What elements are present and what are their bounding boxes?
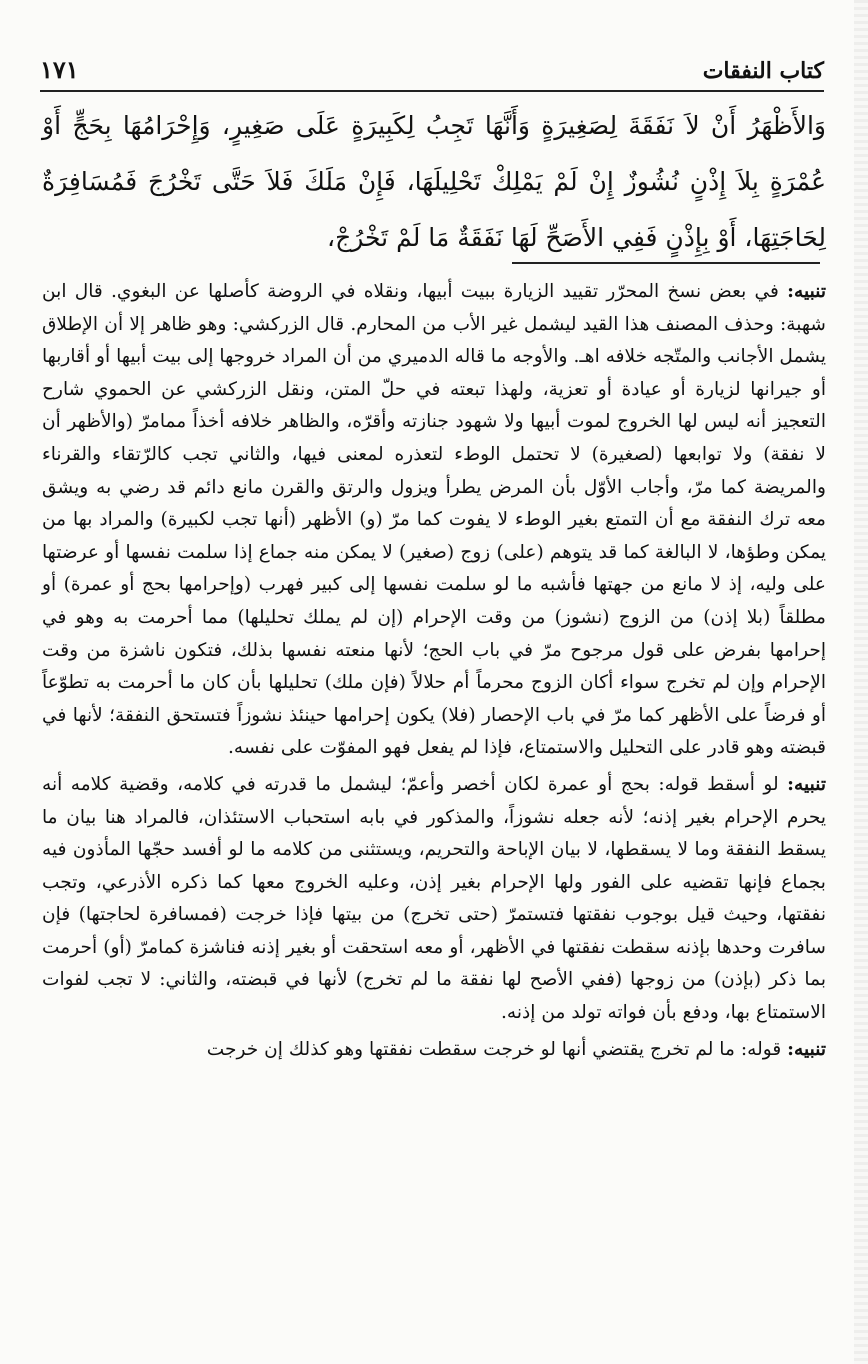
commentary-paragraph <box>42 769 826 1030</box>
commentary-paragraph <box>42 276 826 765</box>
note-label: تنبيه: <box>787 773 826 795</box>
page-number: ١٧١ <box>40 55 79 84</box>
separator-rule <box>512 262 820 264</box>
note-text: قوله: ما لم تخرج يقتضي أنها لو خرجت سقطت نفقتها وهو كذلك إن خرجت <box>206 1038 782 1060</box>
note-text: لو أسقط قوله: بحج أو عمرة لكان أخصر وأعمّ؛ ليشمل ما قدرته في كلامه، وقضية كلامه أنه يحرم الإحرام بغير إذنه؛ لأنه جعله نشوزاً، والمذكور في بابه استحباب الاستئذان، فالمراد هنا بيان ما يسقط النفقة وما لا يسقطها، لا بيان الإباحة والتحريم، ويستثنى من كلامه ما لو أفسد حجّها المأذون فيه بجماع فإنها تقضيه على الفور ولها الإحرام بغير إذن، وعليه الخروج معها كما ذكره الأذرعي، وتجب نفقتها، وحيث قيل بوجوب نفقتها فتستمرّ (حتى تخرج) من بيتها فإذا خرجت (فمسافرة لحاجتها) فإن سافرت وحدها بإذنه سقطت نفقتها في الأظهر، أو معه استحقت أو بغير إذنه فناشزة كمامرّ (أو) أحرمت بما ذكر (بإذن) من زوجها (ففي الأصح لها نفقة ما لم تخرج) لأنها في قبضته، والثاني: لا تجب لفوات الاستمتاع بها، ودفع بأن فواته تولد من إذنه. <box>42 773 826 1024</box>
note-label: تنبيه: <box>787 281 826 302</box>
commentary <box>42 276 826 1066</box>
main-text: وَالأَظْهَرُ أَنْ لاَ نَفَقَةَ لِصَغِيرَةٍ وَأَنَّهَا تَجِبُ لِكَبِيرَةٍ عَلَى صَغِيرٍ، وَإِحْرَامُهَا بِحَجٍّ أَوْ عُمْرَةٍ بِلاَ إِذْنٍ نُشُوزٌ إِنْ لَمْ يَمْلِكْ تَحْلِيلَهَا، فَإِنْ مَلَكَ فَلاَ حَتَّى تَخْرُجَ فَمُسَافِرَةٌ لِحَاجَتِهَا، أَوْ بِإِذْنٍ فَفِي الأَصَحِّ لَهَا نَفَقَةٌ مَا لَمْ تَخْرُجْ، <box>42 111 826 252</box>
note-label: تنبيه: <box>787 1038 826 1060</box>
commentary-paragraph <box>42 1034 826 1067</box>
scan-edge-texture <box>854 0 868 1364</box>
chapter-title: كتاب النفقات <box>702 58 824 84</box>
running-header <box>40 40 824 92</box>
note-text: في بعض نسخ المحرّر تقييد الزيارة ببيت أبيها، ونقلاه في الروضة كأصلها عن البغوي. قال ابن شهبة: وحذف المصنف هذا القيد ليشمل غير الأب من المحارم. قال الزركشي: وهو ظاهر إلا أن الإطلاق يشمل الأجانب والمتّجه خلافه اهـ. والأوجه ما قاله الدميري من أن المراد خروجها إلى بيت أبيها أو أقاربها أو جيرانها لزيارة أو عيادة أو تعزية، ولهذا تبعته في حلّ المتن، ونقل الزركشي عن الحموي شارح التعجيز أنه ليس لها الخروج لموت أبيها ولا شهود جنازته وأقرّه، والظاهر خلافه أخذاً ممامرّ (والأظهر أن لا نفقة) ولا توابعها (لصغيرة) لا تحتمل الوطء لتعذره لمعنى فيها، والثاني تجب كالرّتقاء والقرناء والمريضة كما مرّ، وأجاب الأوّل بأن المرض يطرأ ويزول والرتق والقرن مانع دائم قد رضي به ويشق معه ترك النفقة مع أن التمتع بغير الوطء لا يفوت كما مرّ (و) الأظهر (أنها تجب لكبيرة) والمراد بها من يمكن وطؤها، لا البالغة كما قد يتوهم (على) زوج (صغير) لا يمكن منه جماع إذا سلمت نفسها أو عرضتها على وليه، إذ لا مانع من جهتها فأشبه ما لو سلمت نفسها إلى كبير فهرب (وإحرامها بحج أو عمرة) أو مطلقاً (بلا إذن) من الزوج (نشوز) من وقت الإحرام (إن لم يملك تحليلها) مما أحرمت به وهو في إحرامها بفرض على قول مرجوح مرّ في باب الحج؛ لأنها منعته نفسها بذلك، فتكون ناشزة من وقت الإحرام وإن لم تخرج سواء أكان الزوج محرماً أم حلالاً (فإن ملك) تحليلها بأن كان ما أحرمت به تطوّعاً أو فرضاً على الأظهر كما مرّ في باب الإحصار (فلا) يكون إحرامها حينئذ نشوزاً فتستحق النفقة؛ لأنها في قبضته وهو قادر على التحليل والاستمتاع، فإذا لم يفعل فهو المفوّت على نفسه. <box>42 281 826 759</box>
